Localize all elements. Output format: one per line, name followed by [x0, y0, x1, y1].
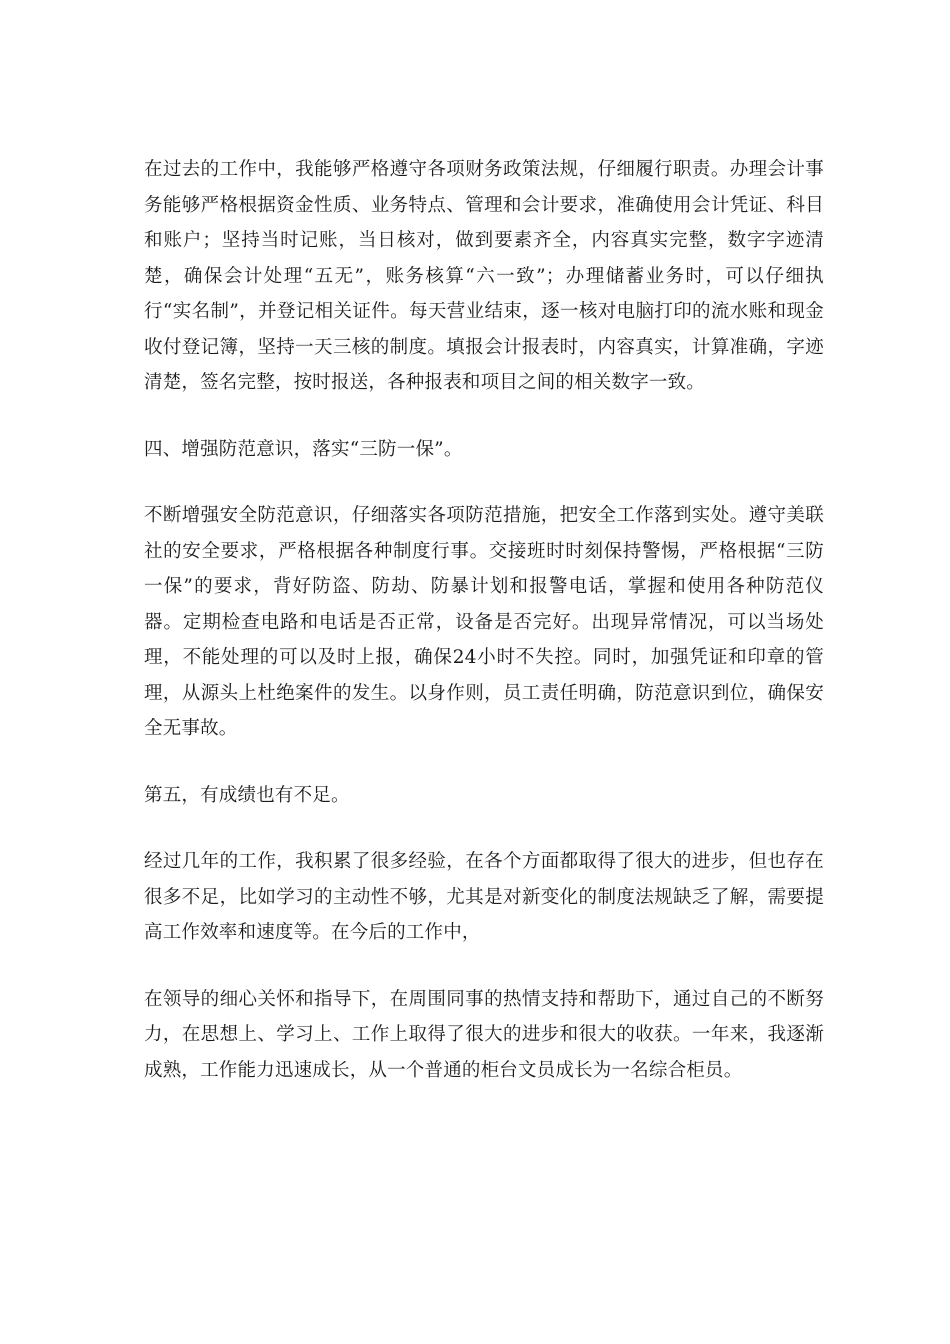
paragraph-growth-summary: 在领导的细心关怀和指导下，在周围同事的热情支持和帮助下，通过自己的不断努力，在思想上、学习上、工作上取得了很大的进步和很大的收获。一年来，我逐渐成熟，工作能力迅速成长，从一个普通的柜台文员成长为一名综合柜员。 — [144, 988, 824, 1081]
section-heading-four: 四、增强防范意识，落实“三防一保”。 — [144, 438, 463, 460]
paragraph-security-awareness: 不断增强安全防范意识，仔细落实各项防范措施，把安全工作落到实处。遵守美联社的安全要求，严格根据各种制度行事。交接班时时刻保持警惕，严格根据“三防一保”的要求，背好防盗、防劫、防暴计划和报警电话，掌握和使用各种防范仪器。定期检查电路和电话是否正常，设备是否完好。出现异常情况，可以当场处理，不能处理的可以及时上报，确保24小时不失控。同时，加强凭证和印章的管理，从源头上杜绝案件的发生。以身作则，员工责任明确，防范意识到位，确保安全无事故。 — [144, 505, 824, 739]
paragraph-accounting-compliance: 在过去的工作中，我能够严格遵守各项财务政策法规，仔细履行职责。办理会计事务能够严格根据资金性质、业务特点、管理和会计要求，准确使用会计凭证、科目和账户；坚持当时记账，当日核对，做到要素齐全，内容真实完整，数字字迹清楚，确保会计处理“五无”，账务核算“六一致”；办理储蓄业务时，可以仔细执行“实名制”，并登记相关证件。每天营业结束，逐一核对电脑打印的流水账和现金收付登记簿，坚持一天三核的制度。填报会计报表时，内容真实，计算准确，字迹清楚，签名完整，按时报送，各种报表和项目之间的相关数字一致。 — [144, 159, 824, 393]
paragraph-shortcomings: 经过几年的工作，我积累了很多经验，在各个方面都取得了很大的进步，但也存在很多不足，比如学习的主动性不够，尤其是对新变化的制度法规缺乏了解，需要提高工作效率和速度等。在今后的工作中， — [144, 851, 824, 943]
document-body — [144, 152, 824, 1119]
section-heading-five: 第五，有成绩也有不足。 — [144, 784, 350, 806]
